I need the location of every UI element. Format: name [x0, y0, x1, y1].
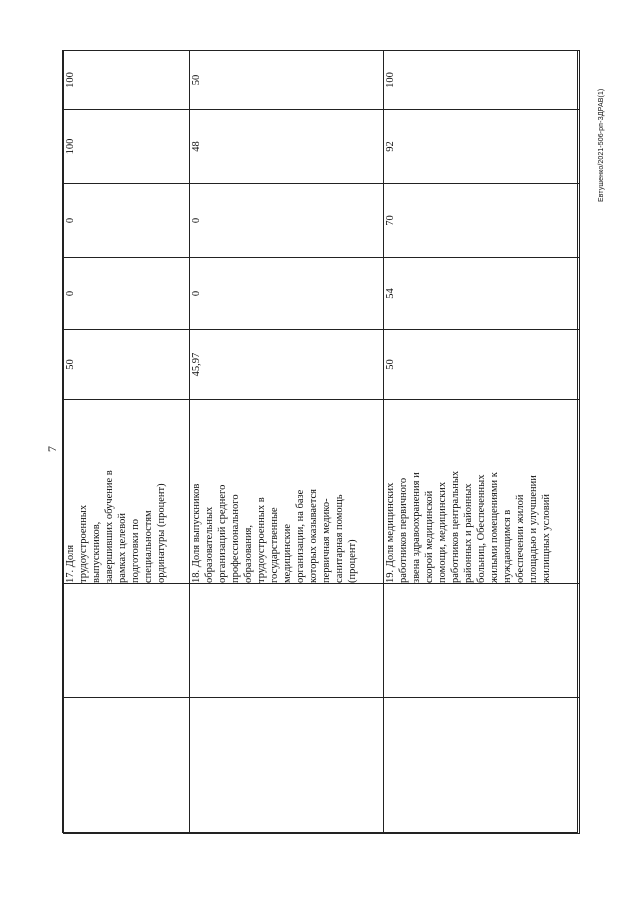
empty-cell [64, 698, 190, 834]
value-cell: 54 [384, 258, 580, 330]
document-code: Евтушенко/2021-506-рп-ЗДРАВ(1) [598, 88, 605, 202]
value-cell: 100 [64, 51, 190, 110]
empty-cell [384, 698, 580, 834]
value-cell: 50 [64, 330, 190, 400]
empty-cell [190, 584, 384, 698]
value-cell: 50 [190, 51, 384, 110]
value-cell: 0 [64, 184, 190, 258]
value-cell: 92 [384, 110, 580, 184]
empty-cell [190, 698, 384, 834]
table-row [384, 51, 580, 834]
indicator-table [62, 50, 578, 833]
value-cell: 50 [384, 330, 580, 400]
table-row [190, 51, 384, 834]
value-cell: 0 [190, 184, 384, 258]
value-cell: 100 [64, 110, 190, 184]
empty-cell [384, 584, 580, 698]
value-cell: 45,97 [190, 330, 384, 400]
value-cell: 100 [384, 51, 580, 110]
empty-cell [64, 584, 190, 698]
indicator-description: 18. Доля выпускников образовательных организаций среднего профессионального образования, трудоустроенных в государственные медицинские организации, на базе которых оказывается первичная медико- санитарная помощь (процент) [190, 400, 384, 584]
value-cell: 48 [190, 110, 384, 184]
value-cell: 0 [190, 258, 384, 330]
page-number: 7 [45, 446, 59, 452]
value-cell: 70 [384, 184, 580, 258]
value-cell: 0 [64, 258, 190, 330]
table-row [64, 51, 190, 834]
indicator-description: 17. Доля трудоустроенных выпускников, завершивших обучение в рамках целевой подготовки по специальностям ординатуры (процент) [64, 400, 190, 584]
indicator-description: 19. Доля медицинских работников первичного звена здравоохранения и скорой медицинской помощи, медицинских работников центральных районных и районных больниц, Обеспеченных жилыми помещениями к нуждающимся в обеспечении жилой площадью и улучшении жилищных условий [384, 400, 580, 584]
